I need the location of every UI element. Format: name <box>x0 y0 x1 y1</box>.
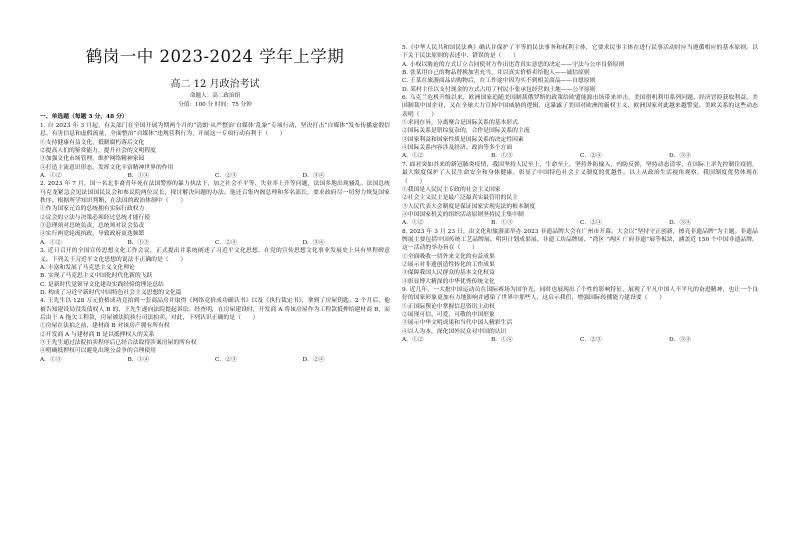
question-option: ③加强文化市场管理，维护网络精神家园 <box>40 156 145 163</box>
answer-choice: A．①② <box>40 239 62 246</box>
question-option: C. 是新时代党领导文化建设实践经验的理论总结 <box>40 281 164 288</box>
left-question-list <box>40 122 390 364</box>
answer-choices <box>40 239 390 247</box>
section-heading: 一、单选题（每题 3 分，48 分） <box>40 114 128 120</box>
question-option: ②提高人们的鉴赏能力，提升社会的文明程度 <box>40 148 156 155</box>
question-block <box>402 228 758 286</box>
answer-choice: A．①② <box>402 220 424 227</box>
question-stem: 5.《中华人民共和国民法典》确认并保护了平等的民法事务和权利主体，它要求民事主体在进行民事活动时应当遵循相应的基本原则。以下关于民法原则的表述中，错误的是（ ） <box>402 45 758 60</box>
answer-choice: B．①③ <box>491 220 513 227</box>
question-stem: 9. 近几年，一大批中国运动员在国际赛场为国争光，同时也展现出了个性的影响特征，展现了平凡中国人不平凡的奋进精神，也让一个良好的国家形象更加有力地影响并感染了世界中那些人，这启示我们，增强国际传播能力建设要（ ） <box>402 286 758 302</box>
question-option: ③国家利益和国家性质是国际关系的决定性因素 <box>402 136 524 143</box>
answer-choice: D．③④ <box>669 153 692 160</box>
question-stem: 1. 自 2023 年 3 月起，有关部门在全国开展为期两个月的“清朗·从严整治‘自媒体’乱象”专项行动，坚决打击“自媒体”发布传播虚假信息、有害信息和虚假流量，全面整治“自媒体”违规营利行为，开展这一专项行动有利于（ ） <box>40 123 390 138</box>
answer-choices <box>402 219 758 227</box>
question-option: ②开发商 A 与建材商 B 是以抵押权人的关系 <box>40 331 155 338</box>
right-column <box>402 44 758 344</box>
question-option: ②社会主义民主是最广泛最真实最管用的民主 <box>402 195 518 202</box>
exam-author: 命题人：高二政治组 <box>189 93 241 99</box>
answer-choice: D．③④ <box>669 220 692 227</box>
question-option: ②展示对非遗创造性转化的工作成果 <box>402 261 495 268</box>
question-option: ①作为国家元首的总统拥有实际行政权力 <box>40 206 145 213</box>
question-option: ①求同存异，分离聚合是国际关系的基本形式 <box>402 120 518 127</box>
answer-choice: D．③④ <box>669 337 692 344</box>
left-column <box>40 0 390 364</box>
answer-choice: A．①② <box>40 173 62 180</box>
question-option: ①正国际舆论中掌握信息资讯主动权 <box>402 303 495 310</box>
question-option: ④中国国家机关的组织活动原则坚持民主集中制 <box>402 211 524 218</box>
answer-choice: C．②③ <box>580 337 602 344</box>
right-question-list <box>402 44 758 344</box>
question-option: A. 小权以胁迫的方式订立合同使对方作出违背真实意思的决定——守法与公序良俗原则 <box>402 61 625 68</box>
answer-choice: D．②④ <box>302 356 325 363</box>
answer-choice: C．②④ <box>580 153 602 160</box>
answer-choices <box>40 172 390 180</box>
question-option: ④打造主流意识形态，发挥文化丰富精神世界的作用 <box>40 164 174 171</box>
question-option: ①全面吸收一切外来文化的有益成果 <box>402 253 495 260</box>
answer-choice: B．①④ <box>491 337 513 344</box>
question-option: ②国际关系是错综复杂的，合作是国际关系的主流 <box>402 128 530 135</box>
question-block <box>402 161 758 228</box>
answer-choice: C．②③ <box>215 356 237 363</box>
answer-choice: B．①③ <box>491 153 513 160</box>
question-option: ①我国是人民民主专政的社会主义国家 <box>402 186 501 193</box>
question-option: ③展示中华文明成果和当代中国人精彩生活 <box>402 320 513 327</box>
question-option: ④实行两党轮流执政，导致政府更迭频繁 <box>40 231 145 238</box>
answer-choice: A．①② <box>402 153 424 160</box>
question-option: ③人民代表大会制度是保证国家实现宪法的根本制度 <box>402 203 536 210</box>
question-block <box>402 286 758 344</box>
question-option: ①支持健康有益文化，抵制腐朽落后文化 <box>40 139 145 146</box>
exam-title: 鹤岗一中 2023-2024 学年上学期 <box>85 47 345 66</box>
question-option: ①房屋在法拍之前，建材商 B 对该房产拥有所有权 <box>40 323 170 330</box>
question-option: ④以人为本，深化国外民众对中国的认识 <box>402 328 507 335</box>
question-block <box>40 297 390 364</box>
question-option: ④国际关系内容涉及经济、政治等多个方面 <box>402 145 513 152</box>
question-option: ③总理须对总统负责，总统须对议会负责 <box>40 223 145 230</box>
answer-choices <box>402 152 758 160</box>
question-stem: 6. 乌克兰危机升级以来，欧洲国家追随美国制裁俄罗斯的政策给欧盟能源市场带来冲击，美国借机利用系列问题，经济冒险获取利益。美国制裁中国企业，又在全球大力宣扬中国威胁的逻辑，这暴露了美国对欧洲的霸权主义，欧洲国家对此越来越警觉。美欧关系的这些动态表明（ ） <box>402 95 758 118</box>
question-option: B. 张某用自己的物品替换加害充当，并以真实价格卖给他人——诚信原则 <box>402 70 590 77</box>
question-option: D. 构成了习近平新时代中国特色社会主义思想的文化篇 <box>40 289 182 296</box>
answer-choice: C．②④ <box>580 220 602 227</box>
question-stem: 7. 面对突如其来的新冠肺炎疫情，我国坚持人民至上，生命至上，坚持外防输入，内防反弹，坚持动态清零，在国际上率先控制住疫情，最大限度保护了人民生命安全和身体健康。彰显了中国特色社会主义制度的优越性。以上从政治生活视角观察，我国制度优势体现在（ ） <box>402 161 758 185</box>
exam-subtitle: 高二 12 月政治考试 <box>170 79 260 90</box>
answer-choice: C．②③ <box>215 173 237 180</box>
answer-choice: B．①③ <box>127 239 150 246</box>
answer-choice: A．①② <box>402 337 424 344</box>
question-option: ③保障我国人民群众的基本文化权益 <box>402 270 495 277</box>
question-option: A. 丰富和发展了马克思主义文化理论 <box>40 264 135 271</box>
question-stem: 2. 2023 年 7 月，国一名北非裔青年死在法国警察的暴力执法下，加之社会不平等、失业率上升等问题，法国多地出现骚乱。法国总统马克龙紧急会见法国国民议会和参议院两位议长，探讨解决问题的办法。他还召集内阁总理和多名部长，要求政府尽一切努力恢复国家秩序。根据所学知识判断，在法国的政治体制中（ ） <box>40 181 390 205</box>
exam-header <box>40 46 390 110</box>
question-option: ④明确抵押权可以避免出现公益争的合理使用 <box>40 348 156 355</box>
question-option: D. 某村主任以支付现金的方式占用了村民小张承包经营的土地——公平原则 <box>402 86 596 93</box>
question-option: ③王先生通过法院拍卖程序后已经合法取得涉案房屋的所有权 <box>40 339 197 346</box>
answer-choice: C．②④ <box>215 239 237 246</box>
question-option: ②议会的立法与决策必须经过总统才能行使 <box>40 214 151 221</box>
answer-choices <box>402 336 758 344</box>
answer-choice: B．①④ <box>127 173 150 180</box>
question-block <box>40 122 390 180</box>
question-stem: 8. 2023 年 3 月 23 日，由文化和旅游部举办 2023 非遗品牌大会在广州市开幕。大会以“坚持守正创新，擦亮非遗品牌”为主题。非遗品牌展主要包括中国传统工艺品牌展、明坦计划成果展、非遗工坊品牌展、“湾区 ”两区 广府非遗”展等板块，涵盖近 150 个中国非遗品牌。这一活动的举办旨在（ ） <box>402 228 758 252</box>
answer-choice: D．③④ <box>302 173 325 180</box>
question-block <box>402 44 758 94</box>
question-option: ②展现可信、可爱、可敬的中国形象 <box>402 312 495 318</box>
question-block <box>402 94 758 161</box>
answer-choices <box>40 356 390 364</box>
question-block <box>40 247 390 297</box>
question-block <box>40 180 390 247</box>
question-option: ④彰显博大精深的中华优秀传统文化 <box>402 278 495 285</box>
question-stem: 4. 王先生以 128 万元价格成功竞拍到一套商品房并取得《网络竞价成功确认书》以及《执行裁定书》，拿到了房屋钥匙。2 个月后，他被告知建设局没发债权人 B 的，王先生遂向法院提起诉讼。经查明，在房屋建设时，开发商 A 将该房屋作为工程款抵押给建材商 B，而后由于 A 拖欠工程款，房屋被法院执行司法拍卖。对此，下列认识正确的是（ ） <box>40 298 390 321</box>
question-option: B. 实现了马克思主义中国化时代化新的飞跃 <box>40 273 153 280</box>
question-option: C. 王某在旅游商品店购物后，在工作途中因为买不到相关商品——自愿原则 <box>402 78 596 85</box>
answer-choice: D．③④ <box>302 239 325 246</box>
answer-choice: B．①④ <box>127 356 150 363</box>
answer-choice: A．①③ <box>40 356 62 363</box>
question-stem: 3. 近日召开的全国宣传思想文化工作会议，正式提出并系统阐述了习近平文化思想，在党的宣传思想文化事业发展史上具有里程碑意义。下列关于习近平文化思想的说法不正确的是（ ） <box>40 248 390 263</box>
exam-score-time: 分值：100 分 时间：75 分钟 <box>178 102 252 108</box>
